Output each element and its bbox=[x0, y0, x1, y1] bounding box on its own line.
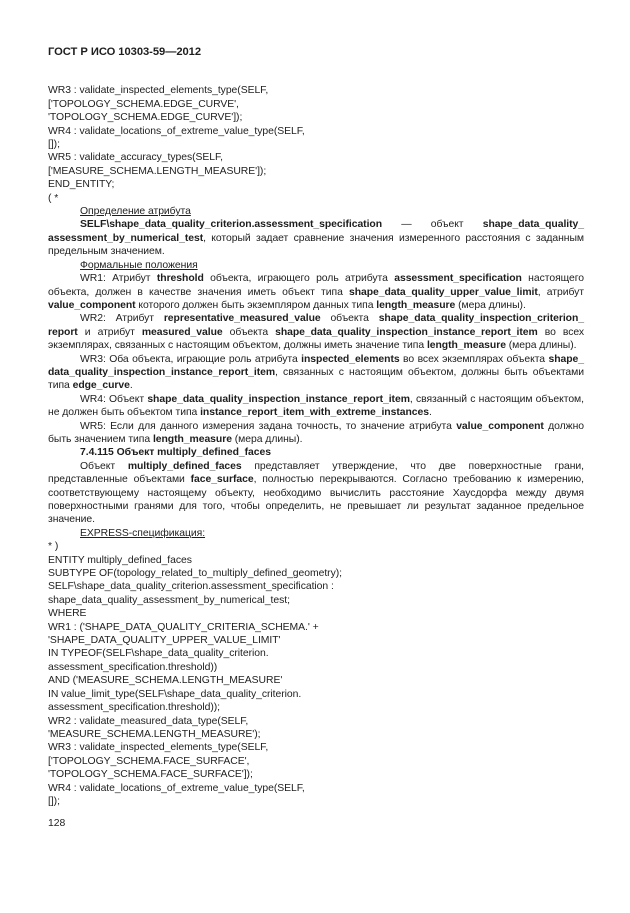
section-heading-0: Определение атрибута bbox=[80, 206, 191, 218]
body-text bbox=[48, 205, 584, 540]
paragraph-3: WR1: Атрибут threshold объекта, играющего роль атрибута assessment_​specification настоящего объекта, должен в качестве значения иметь объект типа shape_​data_​quality_​upper_​value_​limit, атрибут value_​component которого должен быть экземпляром данных типа length_​measure (мера длины). bbox=[48, 273, 584, 311]
express-code-block-top bbox=[48, 84, 584, 205]
code-line: 'TOPOLOGY_SCHEMA.EDGE_CURVE']); bbox=[48, 112, 243, 124]
paragraph-9: Объект multiply_​defined_​faces представляет утверждение, что две поверхностные грани, представленные объектами face_​surface, полностью перекрываются. Согласно требованию к измерению, соответствующему настоящему объекту, необходимо вычислить расстояние Хаусдорфа между двумя поверхностными гранями для того, чтобы определить, не превышает ли результат заданное предельное значение. bbox=[48, 460, 584, 526]
code-line: WR5 : validate_accuracy_types(SELF, bbox=[48, 152, 223, 164]
paragraph-4: WR2: Атрибут representative_​measured_​value объекта shape_​data_​quality_​inspection_​criterion_​report и атрибут measured_​value объекта shape_​data_​quality_​inspection_​instance_​report_​item во всех экземплярах, связанных с настоящим объектом, должны иметь значение типа length_​measure (мера длины). bbox=[48, 313, 584, 352]
code-line: assessment_specification.threshold)); bbox=[48, 702, 220, 714]
section-heading-2: Формальные положения bbox=[80, 259, 198, 271]
code-line: END_ENTITY; bbox=[48, 179, 115, 191]
code-line: WR1 : ('SHAPE_DATA_QUALITY_CRITERIA_SCHEMA.' + bbox=[48, 621, 319, 633]
code-line: ['MEASURE_SCHEMA.LENGTH_MEASURE']); bbox=[48, 165, 267, 177]
code-line: 'TOPOLOGY_SCHEMA.FACE_SURFACE']); bbox=[48, 769, 253, 781]
code-line: ( * bbox=[48, 192, 59, 204]
express-code-block-bottom bbox=[48, 540, 584, 808]
code-line: * ) bbox=[48, 541, 59, 553]
code-line: SELF\shape_data_quality_criterion.assessment_specification : bbox=[48, 581, 334, 593]
code-line: []); bbox=[48, 139, 60, 151]
section-heading-10: EXPRESS-спецификация: bbox=[80, 527, 206, 539]
code-line: WR4 : validate_locations_of_extreme_value_type(SELF, bbox=[48, 782, 305, 794]
code-line: AND ('MEASURE_SCHEMA.LENGTH_MEASURE' bbox=[48, 675, 283, 687]
code-line: WR3 : validate_inspected_elements_type(SELF, bbox=[48, 742, 269, 754]
code-line: 'MEASURE_SCHEMA.LENGTH_MEASURE'); bbox=[48, 728, 261, 740]
code-line: WR4 : validate_locations_of_extreme_value_type(SELF, bbox=[48, 125, 305, 137]
paragraph-5: WR3: Оба объекта, играющие роль атрибута inspected_​elements во всех экземплярах объекта shape_​data_​quality_​inspection_​instance_​report_​item, связанных с настоящим объектом, должны быть объектами типа edge_​curve. bbox=[48, 353, 584, 392]
paragraph-1: SELF\shape_​data_​quality_​criterion.assessment_​specification — объект shape_​data_​quality_​assessment_​by_​numerical_​test, который задает сравнение значения измеренного расстояния с заданным предельным значением. bbox=[48, 219, 584, 258]
code-line: SUBTYPE OF(topology_related_to_multiply_defined_geometry); bbox=[48, 568, 342, 580]
paragraph-6: WR4: Объект shape_​data_​quality_​inspection_​instance_​report_​item, связанный с настоящим объектом, не должен быть объектом типа instance_​report_​item_​with_​extreme_​instances. bbox=[48, 393, 584, 419]
code-line: shape_data_quality_assessment_by_numerical_test; bbox=[48, 594, 290, 606]
code-line: IN value_limit_type(SELF\shape_data_quality_criterion. bbox=[48, 688, 302, 700]
code-line: WR2 : validate_measured_data_type(SELF, bbox=[48, 715, 249, 727]
paragraph-7: WR5: Если для данного измерения задана точность, то значение атрибута value_​component должно быть значением типа length_​measure (мера длины). bbox=[48, 420, 584, 445]
clause-heading-8: 7.4.115 Объект multiply_​defined_​faces bbox=[80, 447, 271, 459]
code-line: WR3 : validate_inspected_elements_type(SELF, bbox=[48, 85, 269, 97]
page-number: 128 bbox=[48, 818, 66, 830]
code-line: assessment_specification.threshold)) bbox=[48, 661, 218, 673]
code-line: WHERE bbox=[48, 608, 87, 620]
code-line: 'SHAPE_DATA_QUALITY_UPPER_VALUE_LIMIT' bbox=[48, 635, 281, 647]
code-line: IN TYPEOF(SELF\shape_data_quality_criterion. bbox=[48, 648, 269, 660]
code-line: ENTITY multiply_defined_faces bbox=[48, 554, 192, 566]
code-line: []); bbox=[48, 795, 60, 807]
code-line: ['TOPOLOGY_SCHEMA.EDGE_CURVE', bbox=[48, 98, 239, 110]
document-title: ГОСТ Р ИСО 10303-59—2012 bbox=[48, 46, 202, 58]
code-line: ['TOPOLOGY_SCHEMA.FACE_SURFACE', bbox=[48, 755, 250, 767]
